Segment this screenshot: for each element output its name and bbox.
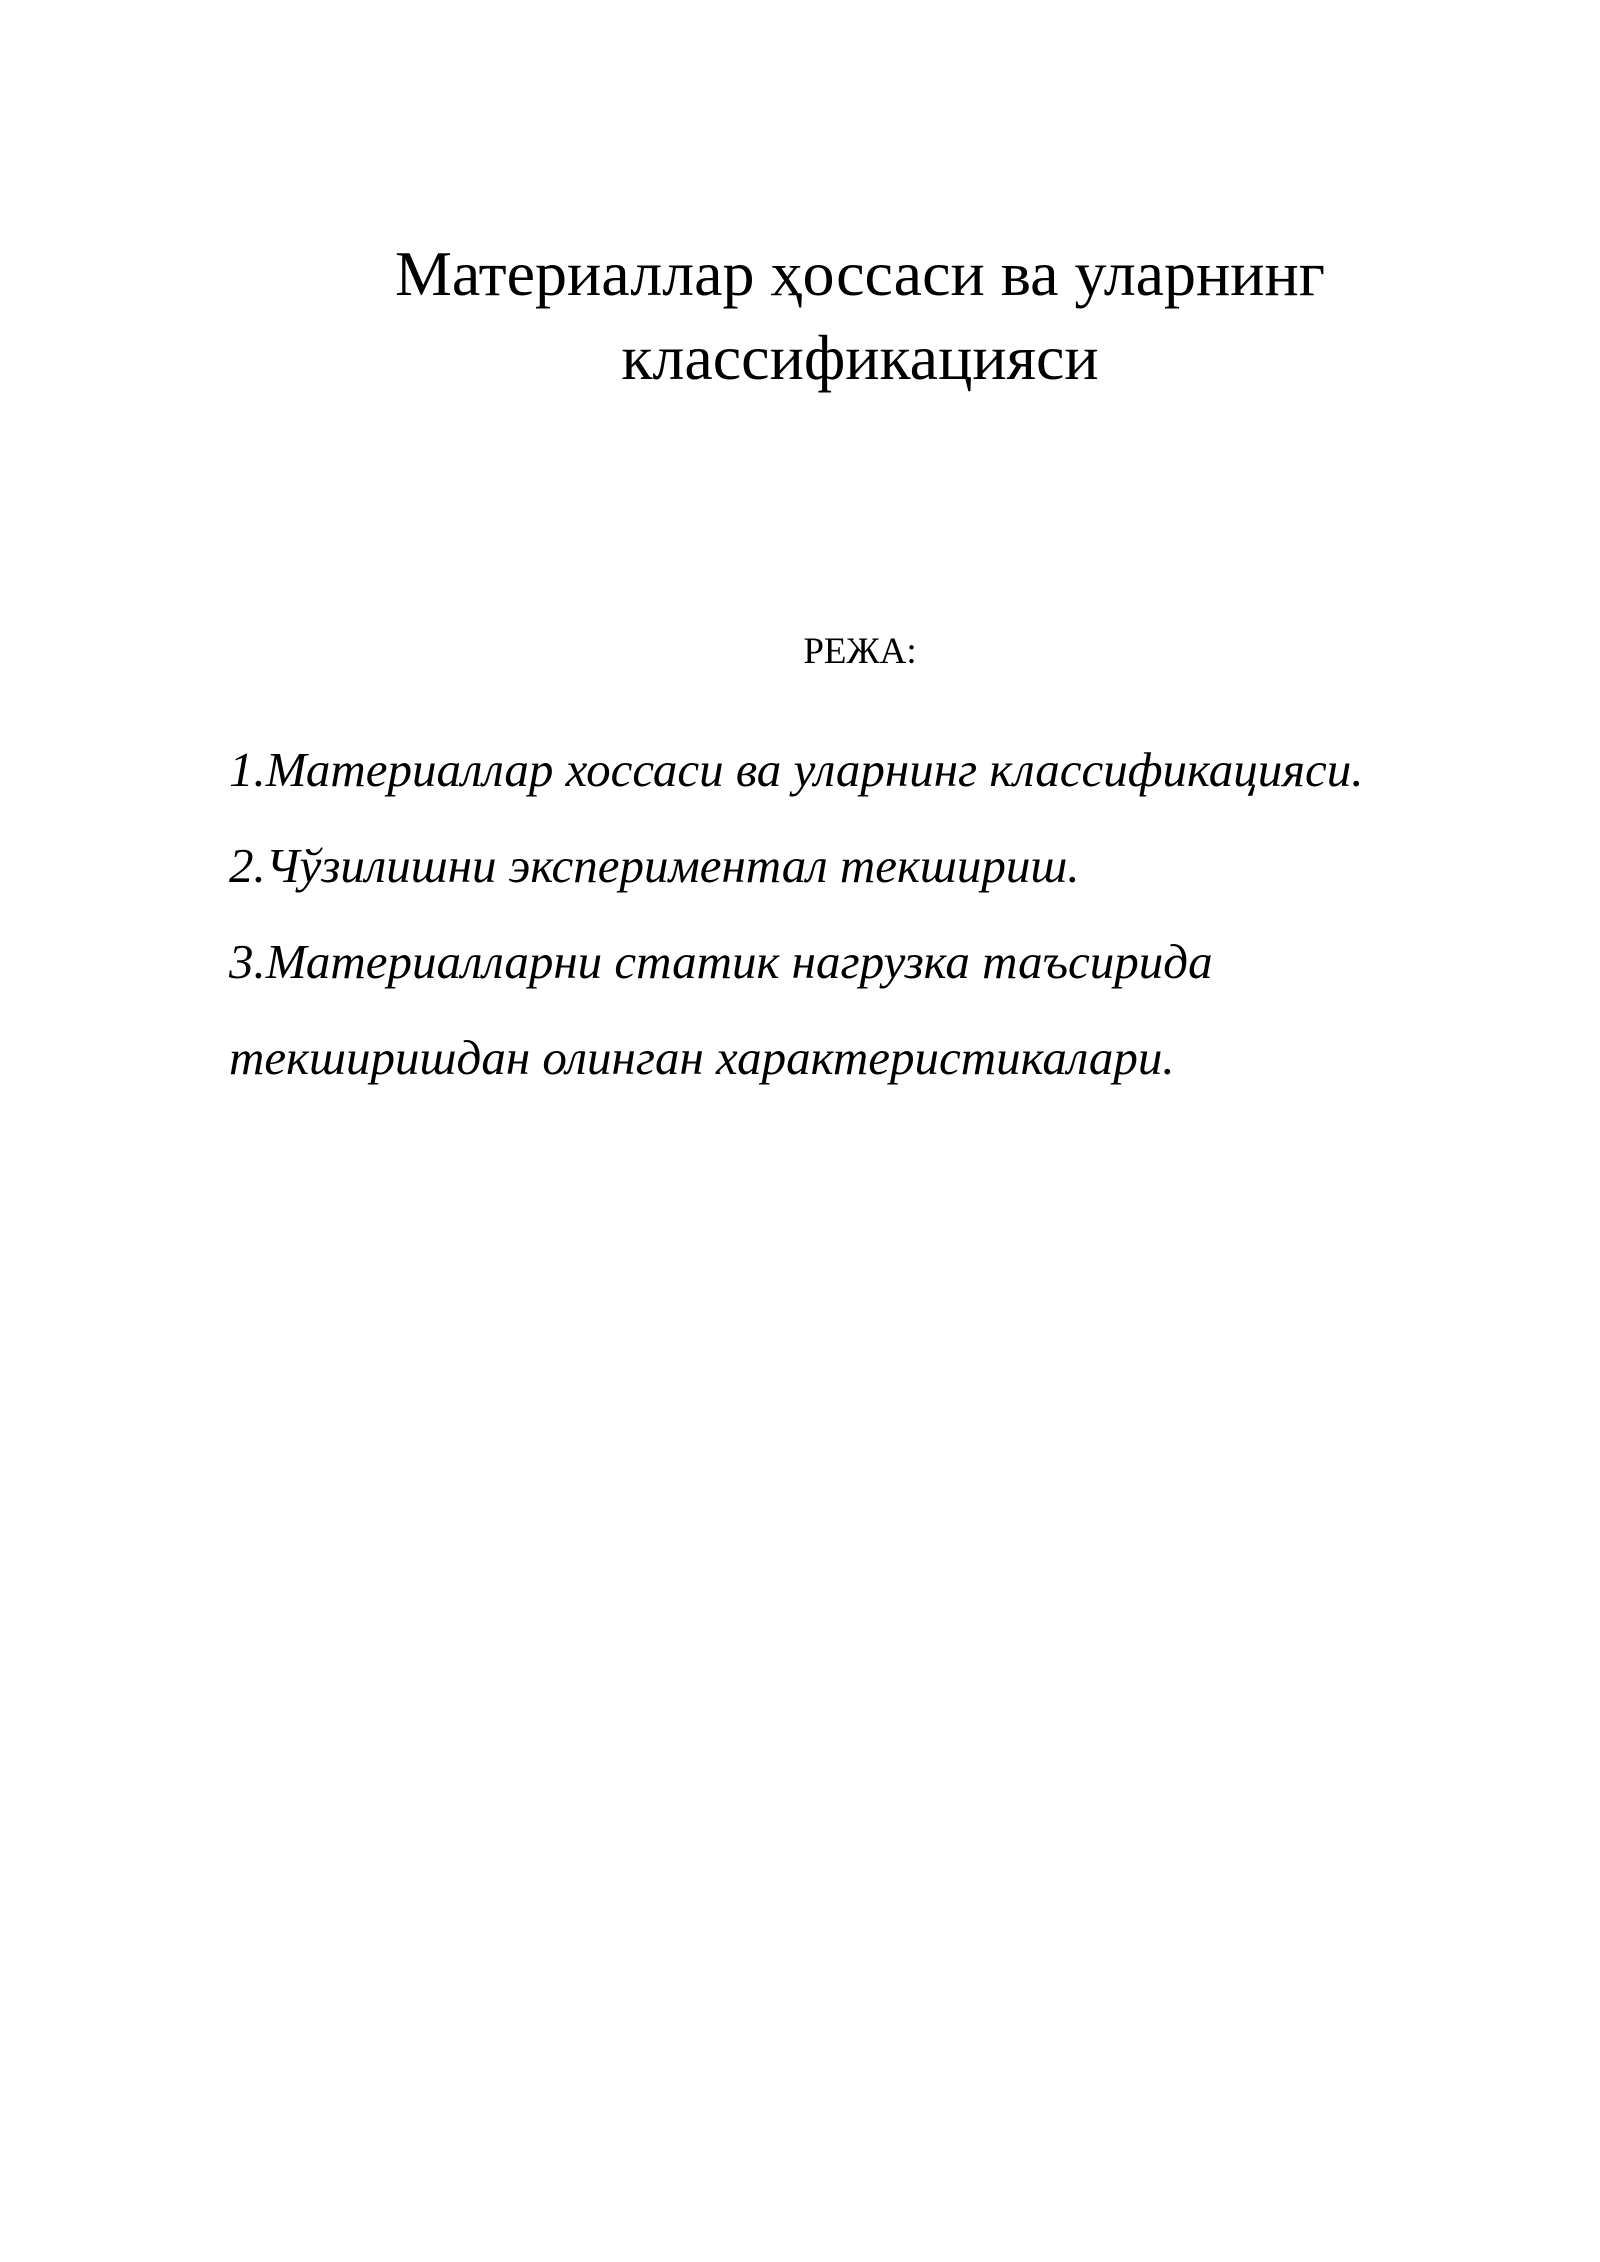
plan-heading: РЕЖА: bbox=[803, 631, 917, 672]
title-line-1: Материаллар ҳоссаси ва уларнинг bbox=[394, 238, 1326, 309]
plan-item-2: 2.Чўзилишни экспериментал текшириш. bbox=[229, 838, 1080, 893]
plan-item-1: 1.Материаллар хоссаси ва уларнинг классификацияси. bbox=[229, 742, 1364, 797]
plan-item-3: 3.Материалларни статик нагрузка таъсирида bbox=[229, 934, 1213, 989]
title-line-2: классификацияси bbox=[621, 322, 1099, 393]
plan-list bbox=[229, 722, 1529, 1106]
page-title bbox=[330, 232, 1390, 400]
plan-item-3-continuation: текширишдан олинган характеристикалари. bbox=[229, 1030, 1175, 1085]
